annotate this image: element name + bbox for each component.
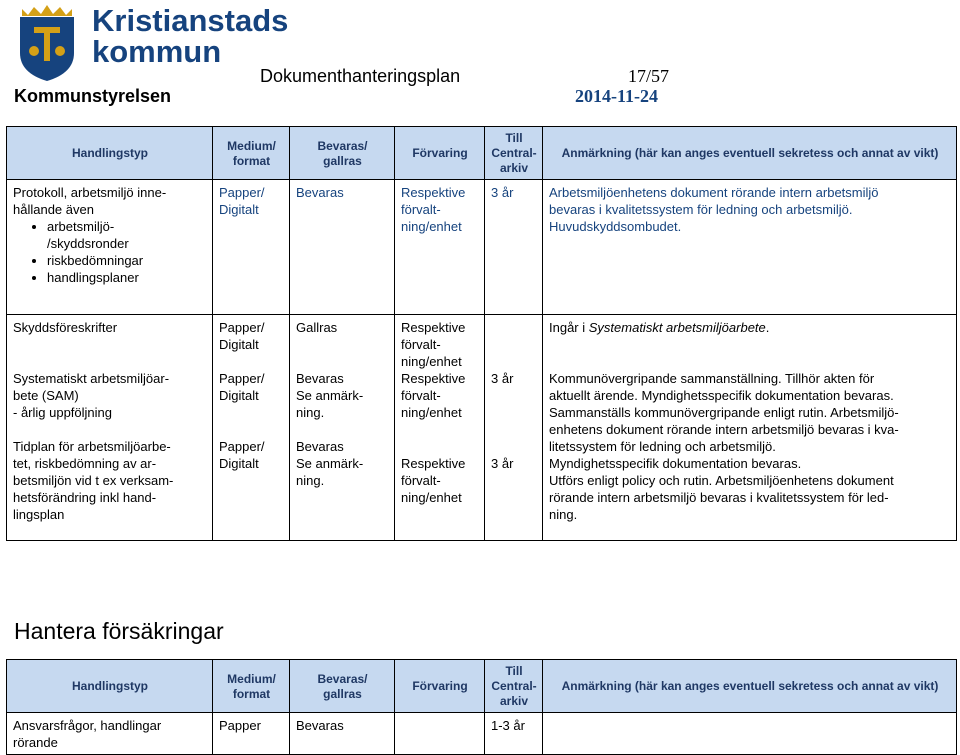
text-line: rörande intern arbetsmiljö bevaras i kvalitetssystem för led- xyxy=(549,490,889,505)
section-title: Hantera försäkringar xyxy=(14,618,224,644)
text-line: Kommunövergripande sammanställning. Tillhör akten för xyxy=(549,371,875,386)
col-till-line-1: Till xyxy=(505,664,523,678)
entry-bevaras-1 xyxy=(296,319,389,353)
logo-line-1: Kristianstads xyxy=(92,3,289,38)
cell-bevaras: Bevaras xyxy=(290,180,395,315)
text-line: hetsförändring inkl hand- xyxy=(13,490,157,505)
text-line: förvalt- xyxy=(401,473,441,488)
anm-line-3: Huvudskyddsombudet. xyxy=(549,219,682,234)
cell-medium xyxy=(213,315,290,541)
cell-medium xyxy=(213,180,290,315)
cell-handlingstyp xyxy=(7,180,213,315)
page-number: 17/57 xyxy=(628,66,670,86)
text-line: ning. xyxy=(296,405,325,420)
text-line: Systematiskt arbetsmiljöar- xyxy=(13,371,170,386)
text-line: Papper/ xyxy=(219,320,265,335)
cell-handlingstyp xyxy=(7,315,213,541)
cell-bevaras: Bevaras xyxy=(290,713,395,755)
forvaring-line-3: ning/enhet xyxy=(401,219,462,234)
text-line: lingsplan xyxy=(13,507,65,522)
entry-tidplan xyxy=(13,438,207,523)
col-forvaring: Förvaring xyxy=(395,660,485,713)
list-item: /skyddsronder xyxy=(47,236,129,251)
table-header-row xyxy=(7,660,957,713)
col-handlingstyp: Handlingstyp xyxy=(7,127,213,180)
cell-anmarkning xyxy=(543,713,957,755)
table-row xyxy=(7,315,957,541)
logo-wordmark xyxy=(92,5,288,67)
text-line: Papper/ xyxy=(219,439,265,454)
anm-line-2: bevaras i kvalitetssystem för ledning och arbetsmiljö. xyxy=(549,202,853,217)
text-line: Myndighetsspecifik dokumentation bevaras. xyxy=(549,456,802,471)
col-bevaras-line-1: Bevaras/ xyxy=(317,671,368,686)
list-item: • handlingsplaner xyxy=(47,269,207,286)
col-bevaras-line-1: Bevaras/ xyxy=(317,138,368,153)
entry-forvaring-1 xyxy=(401,319,479,370)
col-till-centralarkiv xyxy=(485,660,543,713)
col-bevaras-line-2: gallras xyxy=(323,686,362,701)
text-line: litetssystem för ledning och arbetsmiljö. xyxy=(549,439,776,454)
text-line: Respektive xyxy=(401,456,466,471)
text-line: tet, riskbedömning av ar- xyxy=(13,456,157,471)
department-name: Kommunstyrelsen xyxy=(14,86,172,106)
handlingstyp-line-1: Protokoll, arbetsmiljö inne- xyxy=(13,185,167,200)
forvaring-line-1: Respektive xyxy=(401,185,466,200)
col-medium-line-1: Medium/ xyxy=(227,671,276,686)
text-line: 3 år xyxy=(491,456,514,471)
text-line: Papper/ xyxy=(219,371,265,386)
text-line: ning/enhet xyxy=(401,405,462,420)
cell-handlingstyp xyxy=(7,713,213,755)
text-line: Gallras xyxy=(296,320,338,335)
col-bevaras xyxy=(290,127,395,180)
coat-of-arms-icon xyxy=(14,3,80,83)
col-medium xyxy=(213,127,290,180)
entry-forvaring-3 xyxy=(401,455,479,506)
cell-till xyxy=(485,315,543,541)
cell-anmarkning xyxy=(543,180,957,315)
text-line: aktuellt ärende. Myndighetsspecifik dokumentation bevaras. xyxy=(549,388,894,403)
entry-skyddsforeskrifter xyxy=(13,319,207,353)
col-till-line-2: Central- xyxy=(491,679,537,693)
text-line: enhetens dokument rörande intern arbetsmiljö bevaras i kva- xyxy=(549,422,899,437)
text-line: Utförs enligt policy och rutin. Arbetsmiljöenhetens dokument xyxy=(549,473,894,488)
cell-bevaras xyxy=(290,315,395,541)
cell-forvaring xyxy=(395,713,485,755)
cell-anmarkning xyxy=(543,315,957,541)
text-part-italic: Systematiskt arbetsmiljöarbete xyxy=(588,320,766,335)
text-line: Respektive xyxy=(401,320,466,335)
cell-till: 3 år xyxy=(485,180,543,315)
handlingstyp-line-2: hållande även xyxy=(13,202,94,217)
text-line: förvalt- xyxy=(401,337,441,352)
logo-line-2: kommun xyxy=(92,34,222,69)
list-item: • riskbedömningar xyxy=(47,252,207,269)
text-part: Ingår i xyxy=(549,320,589,335)
col-bevaras-line-2: gallras xyxy=(323,153,362,168)
col-anmarkning: Anmärkning (här kan anges eventuell sekretess och annat av vikt) xyxy=(543,127,957,180)
document-title: Dokumenthanteringsplan xyxy=(260,66,461,86)
col-handlingstyp: Handlingstyp xyxy=(7,660,213,713)
col-medium-line-2: format xyxy=(232,153,271,168)
col-forvaring: Förvaring xyxy=(395,127,485,180)
text-line: 3 år xyxy=(491,371,514,386)
col-till-line-3: arkiv xyxy=(499,694,529,708)
entry-medium-2 xyxy=(219,370,284,404)
entry-anm-2 xyxy=(549,370,951,455)
entry-medium-3 xyxy=(219,438,284,472)
entry-medium-1 xyxy=(219,319,284,353)
entry-anm-1 xyxy=(549,319,951,336)
text-line: ning. xyxy=(549,507,578,522)
list-item: • arbetsmiljö- xyxy=(47,218,207,235)
text-line: förvalt- xyxy=(401,388,441,403)
col-medium-line-2: format xyxy=(232,686,271,701)
table-row xyxy=(7,180,957,315)
records-table-forsakringar xyxy=(6,659,957,755)
document-date: 2014-11-24 xyxy=(575,86,658,106)
text-line: rörande xyxy=(13,735,58,750)
text-line: Se anmärk- xyxy=(296,456,364,471)
text-line: ning/enhet xyxy=(401,490,462,505)
table-header-row xyxy=(7,127,957,180)
col-medium-line-1: Medium/ xyxy=(227,138,276,153)
anm-line-1: Arbetsmiljöenhetens dokument rörande intern arbetsmiljö xyxy=(549,185,879,200)
cell-forvaring xyxy=(395,180,485,315)
medium-line-2: Digitalt xyxy=(219,202,259,217)
text-line: ning/enhet xyxy=(401,354,462,369)
text-line: Tidplan för arbetsmiljöarbe- xyxy=(13,439,171,454)
entry-bevaras-2 xyxy=(296,370,389,421)
records-table-arbetsmiljo xyxy=(6,126,957,541)
text-line: Bevaras xyxy=(296,439,344,454)
text-line: Respektive xyxy=(401,371,466,386)
entry-forvaring-2 xyxy=(401,370,479,421)
col-till-line-3: arkiv xyxy=(499,161,529,175)
text-line: Digitalt xyxy=(219,337,259,352)
text-line: bete (SAM) xyxy=(13,388,79,403)
page-header xyxy=(0,0,960,120)
text-line: Sammanställs kommunövergripande enligt rutin. Arbetsmiljö- xyxy=(549,405,899,420)
forvaring-line-2: förvalt- xyxy=(401,202,441,217)
cell-forvaring xyxy=(395,315,485,541)
cell-medium: Papper xyxy=(213,713,290,755)
text-line: ning. xyxy=(296,473,325,488)
text-line: Ansvarsfrågor, handlingar xyxy=(13,718,162,733)
text-line: Digitalt xyxy=(219,388,259,403)
entry-bevaras-3 xyxy=(296,438,389,489)
text-line: - årlig uppföljning xyxy=(13,405,113,420)
text-part: . xyxy=(765,320,770,335)
col-bevaras xyxy=(290,660,395,713)
entry-anm-3 xyxy=(549,455,951,523)
bullet-list xyxy=(13,218,207,286)
text-line: Bevaras xyxy=(296,371,344,386)
medium-line-1: Papper/ xyxy=(219,185,265,200)
col-anmarkning: Anmärkning (här kan anges eventuell sekretess och annat av vikt) xyxy=(543,660,957,713)
text-line: Se anmärk- xyxy=(296,388,364,403)
text-line: betsmiljön vid t ex verksam- xyxy=(13,473,174,488)
cell-till: 1-3 år xyxy=(485,713,543,755)
col-till-line-2: Central- xyxy=(491,146,537,160)
col-till-centralarkiv xyxy=(485,127,543,180)
text-line: Skyddsföreskrifter xyxy=(13,320,118,335)
text-line: Digitalt xyxy=(219,456,259,471)
entry-sam xyxy=(13,370,207,421)
col-medium xyxy=(213,660,290,713)
table-row xyxy=(7,713,957,755)
col-till-line-1: Till xyxy=(505,131,523,145)
